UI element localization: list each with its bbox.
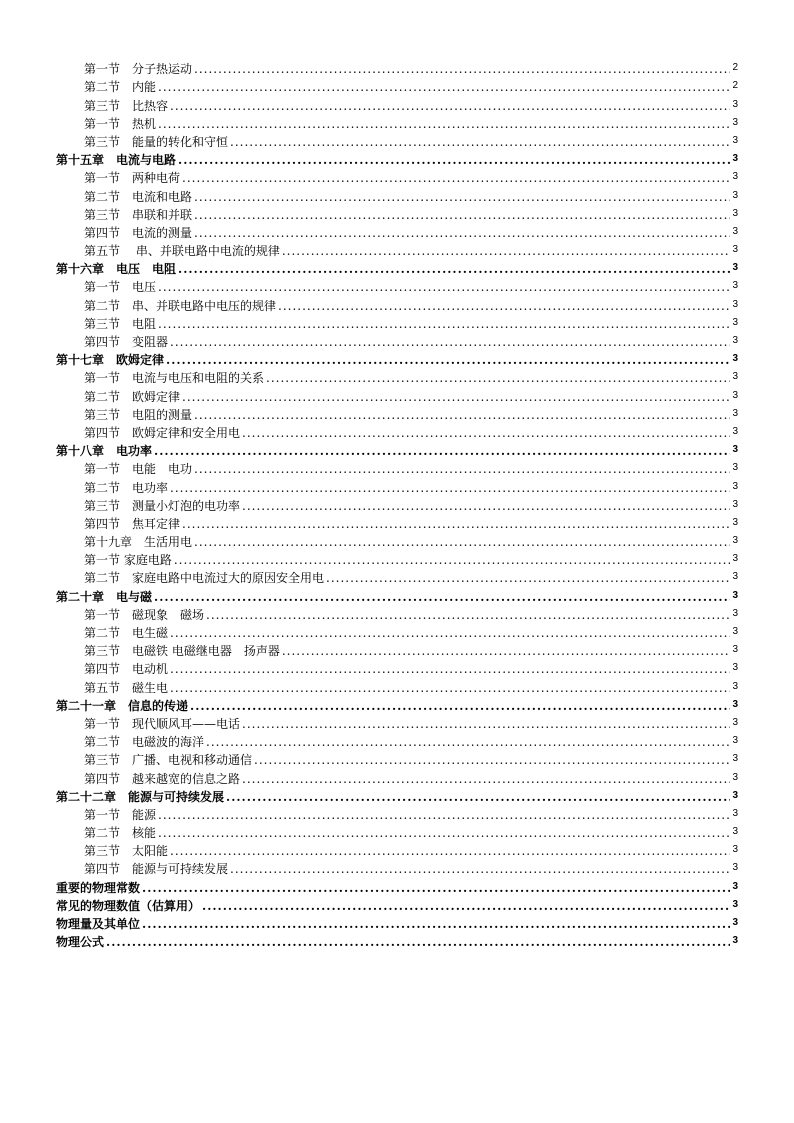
toc-page-number: 3 <box>732 389 738 401</box>
toc-dot-leader <box>242 772 730 786</box>
toc-entry-label: 第一节 电能 电功 <box>84 462 193 477</box>
toc-entry-label: 第三节 电阻的测量 <box>84 407 193 422</box>
toc-entry-label: 第三节 比热容 <box>84 98 169 113</box>
toc-section-entry[interactable] <box>56 567 738 585</box>
toc-dot-leader <box>202 899 730 913</box>
toc-chapter-entry[interactable] <box>56 913 738 931</box>
toc-entry-label: 第三节 广播、电视和移动通信 <box>84 753 253 768</box>
toc-section-entry[interactable] <box>56 294 738 312</box>
toc-section-entry[interactable] <box>56 331 738 349</box>
toc-page-number: 3 <box>732 826 738 838</box>
toc-entry-label: 第一节 热机 <box>84 116 157 131</box>
toc-entry-label: 第三节 串联和并联 <box>84 207 193 222</box>
table-of-contents <box>56 58 738 949</box>
toc-section-entry[interactable] <box>56 713 738 731</box>
toc-section-entry[interactable] <box>56 531 738 549</box>
toc-entry-label: 第四节 电流的测量 <box>84 225 193 240</box>
toc-entry-label: 第三节 太阳能 <box>84 844 169 859</box>
toc-entry-label: 第二节 电磁波的海洋 <box>84 735 205 750</box>
toc-dot-leader <box>158 117 730 131</box>
toc-dot-leader <box>282 644 731 658</box>
toc-entry-label: 第四节 焦耳定律 <box>84 516 181 531</box>
toc-section-entry[interactable] <box>56 94 738 112</box>
toc-page-number: 3 <box>732 316 738 328</box>
toc-section-entry[interactable] <box>56 513 738 531</box>
toc-dot-leader <box>170 662 730 676</box>
toc-page-number: 3 <box>732 589 738 601</box>
toc-entry-label: 第三节 电磁铁 电磁继电器 扬声器 <box>84 644 280 659</box>
toc-dot-leader <box>194 462 730 476</box>
toc-section-entry[interactable] <box>56 658 738 676</box>
toc-entry-label: 第一节 两种电荷 <box>84 171 181 186</box>
toc-page-number: 3 <box>732 116 738 128</box>
toc-section-entry[interactable] <box>56 622 738 640</box>
toc-dot-leader <box>190 699 730 713</box>
toc-dot-leader <box>158 80 730 94</box>
toc-page-number: 2 <box>732 62 738 74</box>
toc-dot-leader <box>230 862 730 876</box>
toc-dot-leader <box>158 826 730 840</box>
toc-page-number: 3 <box>732 244 738 256</box>
toc-section-entry[interactable] <box>56 767 738 785</box>
toc-dot-leader <box>206 735 730 749</box>
toc-page-number: 3 <box>732 516 738 528</box>
toc-entry-label: 第二节 串、并联电路中电压的规律 <box>84 298 277 313</box>
toc-section-entry[interactable] <box>56 167 738 185</box>
toc-page-number: 3 <box>732 935 738 947</box>
toc-section-entry[interactable] <box>56 822 738 840</box>
toc-dot-leader <box>166 353 730 367</box>
toc-chapter-entry[interactable] <box>56 349 738 367</box>
toc-dot-leader <box>106 935 730 949</box>
toc-chapter-entry[interactable] <box>56 786 738 804</box>
toc-entry-label: 第三节 能量的转化和守恒 <box>84 134 229 149</box>
toc-dot-leader <box>170 99 730 113</box>
toc-entry-label: 第一节 现代顺风耳——电话 <box>84 716 241 731</box>
toc-dot-leader <box>174 553 731 567</box>
toc-page-number: 3 <box>732 880 738 892</box>
toc-section-entry[interactable] <box>56 676 738 694</box>
toc-dot-leader <box>170 844 730 858</box>
toc-dot-leader <box>226 790 730 804</box>
toc-section-entry[interactable] <box>56 131 738 149</box>
toc-section-entry[interactable] <box>56 385 738 403</box>
toc-page-number: 3 <box>732 280 738 292</box>
toc-entry-label: 第一节 电压 <box>84 280 157 295</box>
toc-dot-leader <box>242 499 730 513</box>
toc-section-entry[interactable] <box>56 58 738 76</box>
toc-chapter-entry[interactable] <box>56 440 738 458</box>
toc-entry-label: 第四节 变阻器 <box>84 335 169 349</box>
toc-section-entry[interactable] <box>56 76 738 94</box>
toc-entry-label: 第二节 核能 <box>84 826 157 841</box>
toc-section-entry[interactable] <box>56 858 738 876</box>
toc-dot-leader <box>142 881 730 895</box>
toc-page-number: 3 <box>732 607 738 619</box>
toc-chapter-entry[interactable] <box>56 258 738 276</box>
toc-page-number: 3 <box>732 298 738 310</box>
toc-page-number: 3 <box>732 207 738 219</box>
toc-dot-leader <box>182 171 730 185</box>
toc-entry-label: 第十八章 电功率 <box>56 444 153 459</box>
toc-entry-label: 第二十一章 信息的传递 <box>56 698 189 713</box>
toc-page-number: 3 <box>732 425 738 437</box>
toc-entry-label: 第二节 家庭电路中电流过大的原因安全用电 <box>84 571 325 586</box>
toc-dot-leader <box>158 808 730 822</box>
toc-dot-leader <box>206 608 730 622</box>
toc-page-number: 3 <box>732 353 738 365</box>
toc-dot-leader <box>178 262 730 276</box>
toc-chapter-entry[interactable] <box>56 585 738 603</box>
toc-section-entry[interactable] <box>56 204 738 222</box>
toc-dot-leader <box>154 444 730 458</box>
toc-dot-leader <box>242 426 730 440</box>
toc-chapter-entry[interactable] <box>56 695 738 713</box>
toc-dot-leader <box>194 535 730 549</box>
toc-page-number: 3 <box>732 862 738 874</box>
toc-dot-leader <box>182 390 730 404</box>
toc-page-number: 3 <box>732 716 738 728</box>
toc-page-number: 3 <box>732 898 738 910</box>
toc-page-number: 3 <box>732 407 738 419</box>
toc-entry-label: 第一节 磁现象 磁场 <box>84 607 205 622</box>
toc-entry-label: 第三节 测量小灯泡的电功率 <box>84 498 241 513</box>
toc-entry-label: 第三节 电阻 <box>84 316 157 331</box>
toc-entry-label: 物理量及其单位 <box>56 917 141 931</box>
toc-entry-label: 第四节 欧姆定律和安全用电 <box>84 425 241 440</box>
toc-section-entry[interactable] <box>56 749 738 767</box>
toc-page-number: 3 <box>732 371 738 383</box>
toc-dot-leader <box>154 590 730 604</box>
toc-page-number: 3 <box>732 553 738 565</box>
toc-section-entry[interactable] <box>56 495 738 513</box>
toc-page-number: 3 <box>732 844 738 856</box>
toc-entry-label: 第一节 家庭电路 <box>84 553 172 568</box>
toc-page-number: 3 <box>732 462 738 474</box>
toc-page-number: 3 <box>732 134 738 146</box>
toc-page-number: 3 <box>732 189 738 201</box>
toc-page-number: 3 <box>732 262 738 274</box>
toc-dot-leader <box>158 317 730 331</box>
toc-section-entry[interactable] <box>56 422 738 440</box>
toc-dot-leader <box>266 371 730 385</box>
toc-entry-label: 第二节 电功率 <box>84 480 169 495</box>
toc-dot-leader <box>194 62 730 76</box>
toc-entry-label: 第二节 内能 <box>84 80 157 95</box>
toc-page-number: 3 <box>732 571 738 583</box>
toc-dot-leader <box>158 280 730 294</box>
toc-entry-label: 重要的物理常数 <box>56 880 141 895</box>
toc-page-number: 3 <box>732 917 738 928</box>
toc-section-entry[interactable] <box>56 276 738 294</box>
toc-section-entry[interactable] <box>56 367 738 385</box>
toc-chapter-entry[interactable] <box>56 931 738 949</box>
toc-section-entry[interactable] <box>56 549 738 567</box>
toc-dot-leader <box>170 481 730 495</box>
toc-dot-leader <box>182 517 730 531</box>
toc-entry-label: 第二十章 电与磁 <box>56 589 153 604</box>
toc-dot-leader <box>194 208 730 222</box>
toc-entry-label: 第四节 越来越宽的信息之路 <box>84 771 241 786</box>
toc-dot-leader <box>194 226 730 240</box>
toc-page-number: 3 <box>732 225 738 237</box>
toc-entry-label: 第二节 欧姆定律 <box>84 389 181 404</box>
toc-entry-label: 第四节 能源与可持续发展 <box>84 862 229 877</box>
toc-dot-leader <box>178 153 730 167</box>
toc-page-number: 3 <box>732 735 738 747</box>
toc-dot-leader <box>242 717 730 731</box>
toc-page-number: 2 <box>732 80 738 92</box>
toc-entry-label: 第四节 电动机 <box>84 662 169 677</box>
toc-entry-label: 第一节 能源 <box>84 807 157 822</box>
toc-section-entry[interactable] <box>56 313 738 331</box>
toc-page-number: 3 <box>732 480 738 492</box>
toc-chapter-entry[interactable] <box>56 895 738 913</box>
toc-dot-leader <box>326 571 730 585</box>
toc-page-number: 3 <box>732 680 738 692</box>
toc-page-number: 3 <box>732 171 738 183</box>
toc-entry-label: 第二节 电流和电路 <box>84 189 193 204</box>
toc-entry-label: 第一节 分子热运动 <box>84 62 193 77</box>
toc-entry-label: 第二节 电生磁 <box>84 626 169 640</box>
toc-page-number: 3 <box>732 626 738 637</box>
toc-dot-leader <box>282 244 731 258</box>
toc-dot-leader <box>170 681 730 695</box>
toc-section-entry[interactable] <box>56 476 738 494</box>
toc-section-entry[interactable] <box>56 640 738 658</box>
toc-dot-leader <box>142 917 730 931</box>
toc-page-number: 3 <box>732 771 738 783</box>
toc-page-number: 3 <box>732 335 738 346</box>
toc-entry-label: 第十九章 生活用电 <box>84 535 193 550</box>
toc-chapter-entry[interactable] <box>56 876 738 894</box>
toc-dot-leader <box>278 299 730 313</box>
toc-section-entry[interactable] <box>56 240 738 258</box>
toc-section-entry[interactable] <box>56 731 738 749</box>
toc-page-number: 3 <box>732 698 738 710</box>
toc-dot-leader <box>254 753 730 767</box>
toc-dot-leader <box>194 408 730 422</box>
toc-entry-label: 物理公式 <box>56 935 105 950</box>
toc-page-number: 3 <box>732 535 738 547</box>
toc-page-number: 3 <box>732 662 738 674</box>
toc-section-entry[interactable] <box>56 404 738 422</box>
toc-section-entry[interactable] <box>56 458 738 476</box>
toc-dot-leader <box>170 335 730 349</box>
toc-section-entry[interactable] <box>56 840 738 858</box>
toc-section-entry[interactable] <box>56 604 738 622</box>
toc-page-number: 3 <box>732 444 738 456</box>
toc-dot-leader <box>170 626 730 640</box>
toc-page-number: 3 <box>732 98 738 110</box>
toc-entry-label: 第一节 电流与电压和电阻的关系 <box>84 371 265 386</box>
toc-page-number: 3 <box>732 789 738 801</box>
toc-section-entry[interactable] <box>56 222 738 240</box>
toc-dot-leader <box>230 135 730 149</box>
toc-page-number: 3 <box>732 807 738 819</box>
toc-page-number: 3 <box>732 498 738 510</box>
toc-page-number: 3 <box>732 153 738 165</box>
toc-entry-label: 第五节 磁生电 <box>84 680 169 695</box>
toc-entry-label: 第五节 串、并联电路中电流的规律 <box>84 244 280 259</box>
toc-dot-leader <box>194 190 730 204</box>
toc-chapter-entry[interactable] <box>56 149 738 167</box>
toc-page-number: 3 <box>732 753 738 765</box>
toc-section-entry[interactable] <box>56 113 738 131</box>
toc-entry-label: 第十七章 欧姆定律 <box>56 353 165 368</box>
toc-entry-label: 第二十二章 能源与可持续发展 <box>56 789 225 804</box>
toc-entry-label: 第十五章 电流与电路 <box>56 153 177 168</box>
toc-section-entry[interactable] <box>56 185 738 203</box>
toc-page-number: 3 <box>732 644 738 656</box>
toc-section-entry[interactable] <box>56 804 738 822</box>
toc-entry-label: 常见的物理数值（估算用） <box>56 898 201 913</box>
toc-entry-label: 第十六章 电压 电阻 <box>56 262 177 277</box>
